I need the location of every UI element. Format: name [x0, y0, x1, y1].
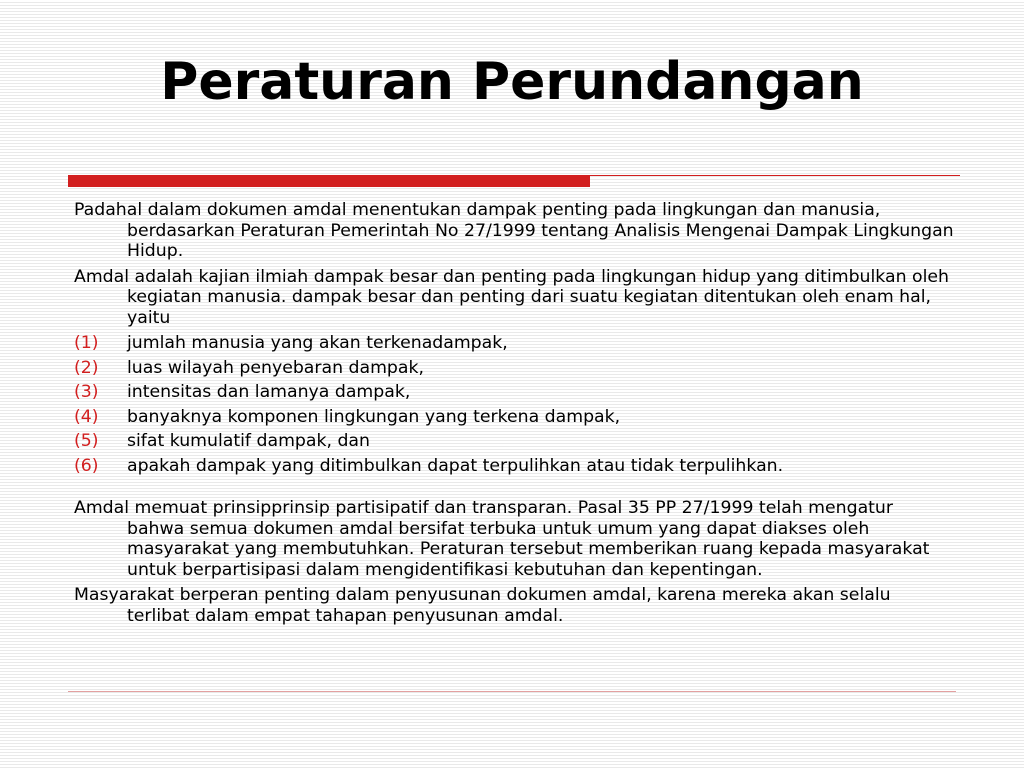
body-paragraph: Amdal adalah kajian ilmiah dampak besar dan penting pada lingkungan hidup yang ditimbulkan oleh kegiatan manusia. dampak besar dan penting dari suatu kegiatan ditentukan oleh enam hal, yaitu	[74, 266, 949, 328]
list-item-text: apakah dampak yang ditimbulkan dapat terpulihkan atau tidak terpulihkan.	[127, 455, 784, 476]
list-item	[74, 407, 954, 428]
list-item-text: intensitas dan lamanya dampak,	[127, 382, 411, 402]
list-number: (3)	[74, 382, 99, 402]
footer-divider	[68, 691, 956, 692]
numbered-list	[74, 333, 954, 476]
list-item-text: sifat kumulatif dampak, dan	[127, 431, 370, 451]
title-underline-line	[590, 175, 960, 176]
list-item	[74, 431, 954, 452]
list-item	[74, 358, 954, 379]
list-number: (1)	[74, 333, 99, 353]
list-item	[74, 333, 954, 354]
list-number: (5)	[74, 431, 99, 451]
list-number: (4)	[74, 406, 99, 427]
list-item-text: jumlah manusia yang akan terkenadampak,	[127, 333, 508, 353]
list-item	[74, 382, 954, 403]
list-number: (6)	[74, 455, 99, 476]
body-paragraph: Padahal dalam dokumen amdal menentukan dampak penting pada lingkungan dan manusia, berdasarkan Peraturan Pemerintah No 27/1999 tentang Analisis Mengenai Dampak Lingkungan Hidup.	[74, 200, 954, 261]
body-paragraph: Masyarakat berperan penting dalam penyusunan dokumen amdal, karena mereka akan selalu terlibat dalam empat tahapan penyusunan amdal.	[74, 585, 891, 626]
body-paragraph: Amdal memuat prinsipprinsip partisipatif dan transparan. Pasal 35 PP 27/1999 telah mengatur bahwa semua dokumen amdal bersifat terbuka untuk umum yang dapat diakses oleh masyarakat yang membutuhkan. Peraturan tersebut memberikan ruang kepada masyarakat untuk berpartisipasi dalam mengidentifikasi kebutuhan dan kepentingan.	[74, 498, 930, 580]
list-item-text: luas wilayah penyebaran dampak,	[127, 357, 424, 378]
title-underline-bar	[68, 175, 590, 187]
slide-title: Peraturan Perundangan	[160, 52, 864, 112]
list-item	[74, 456, 954, 477]
slide-body	[74, 200, 954, 631]
list-item-text: banyaknya komponen lingkungan yang terkena dampak,	[127, 406, 621, 427]
list-number: (2)	[74, 357, 99, 378]
